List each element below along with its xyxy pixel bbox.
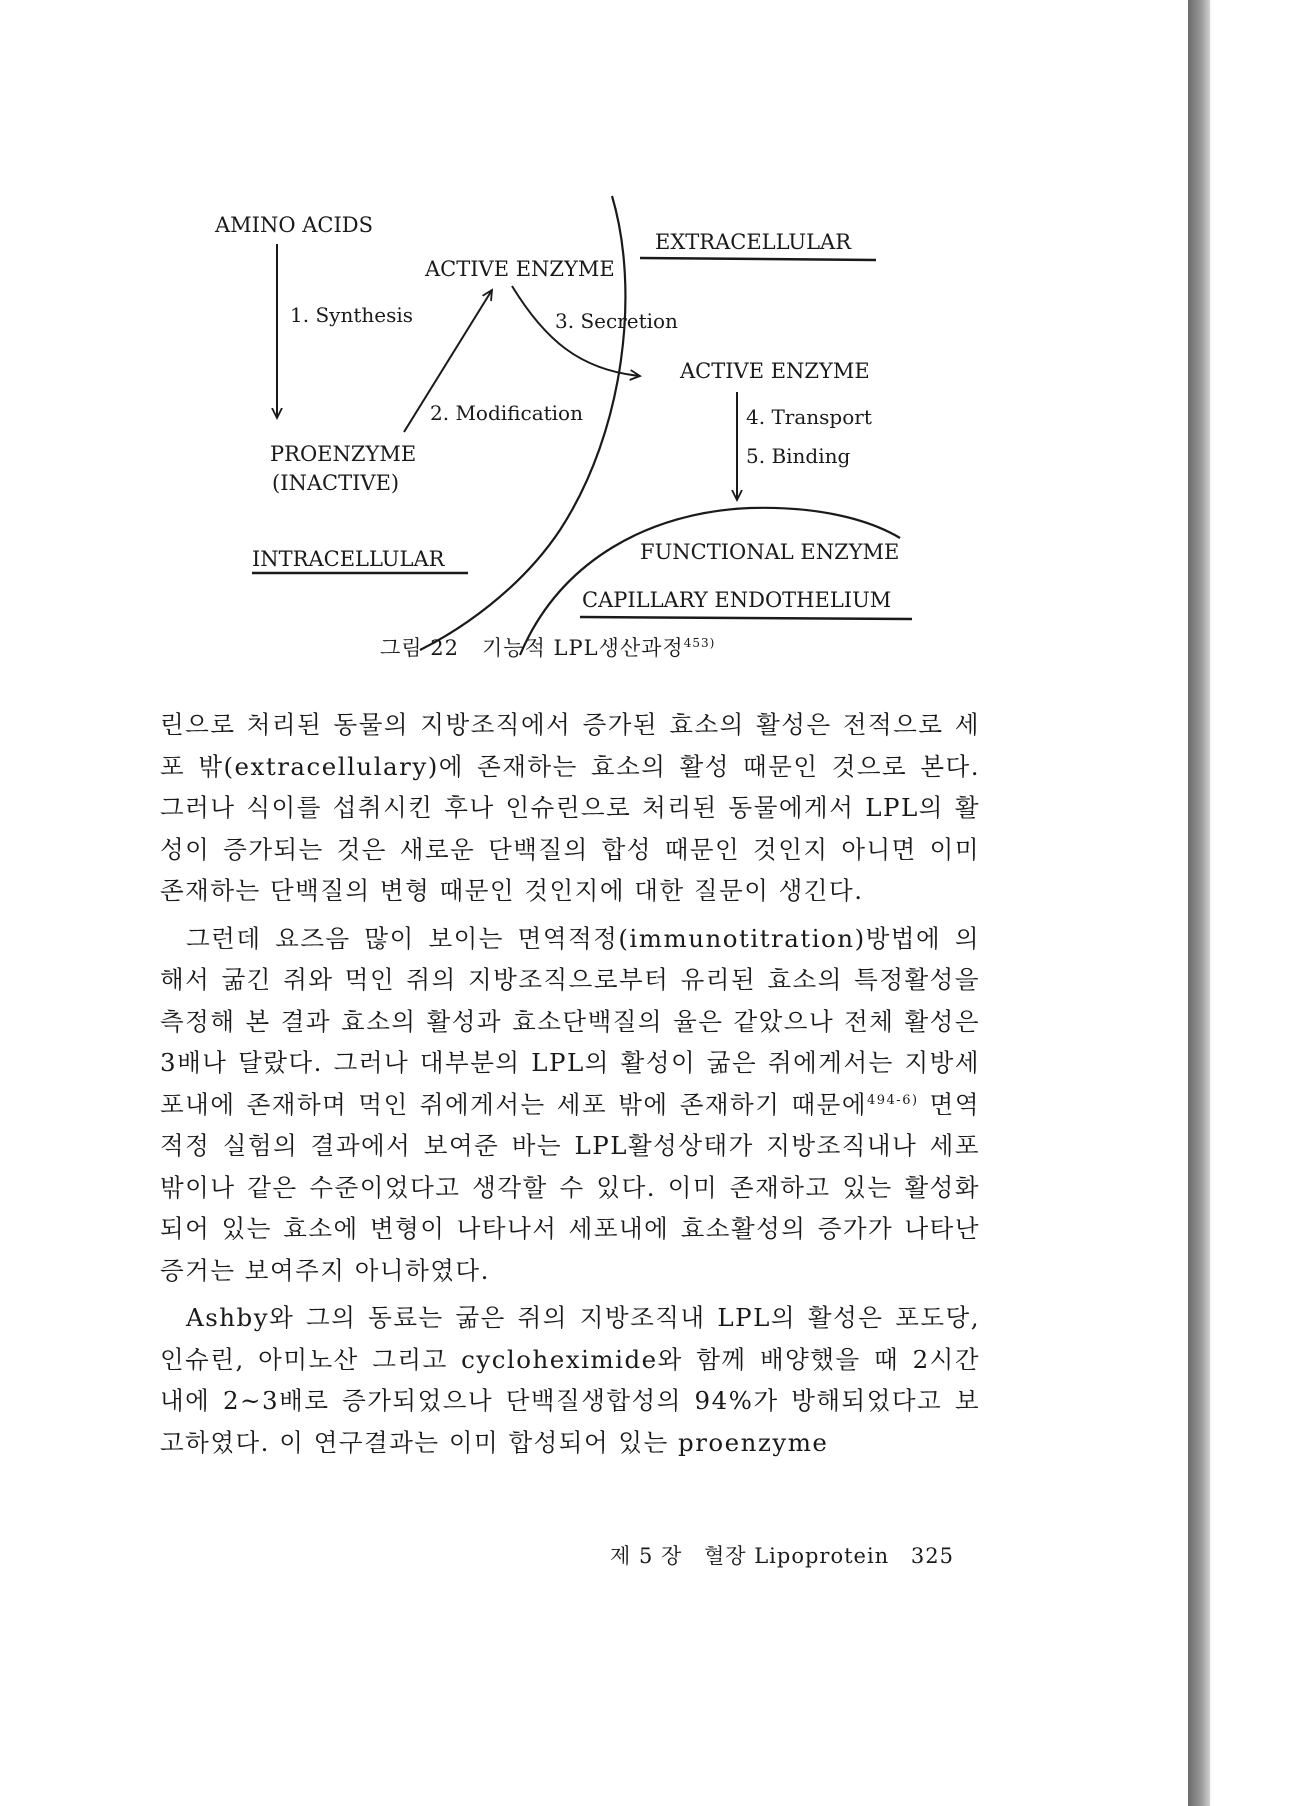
extracellular-label: EXTRACELLULAR [655,230,852,254]
footer-chapter: 제 5 장 [610,1544,683,1568]
proenzyme-label: PROENZYME [270,442,417,466]
figure-title: 기능적 LPL생산과정 [482,636,684,660]
active-enzyme-extracellular-label: ACTIVE ENZYME [680,359,870,383]
running-footer [610,1540,1010,1570]
capillary-endothelium-label: CAPILLARY ENDOTHELIUM [582,588,892,612]
page-number: 325 [910,1544,954,1568]
intracellular-label: INTRACELLULAR [252,547,445,571]
step-binding-label: 5. Binding [746,444,851,468]
active-enzyme-intracellular-label: ACTIVE ENZYME [425,257,615,281]
figure-caption [380,632,880,662]
step-modification-label: 2. Modification [430,401,583,425]
step-transport-label: 4. Transport [746,405,872,429]
paragraph-3: Ashby와 그의 동료는 굶은 쥐의 지방조직내 LPL의 활성은 포도당, 인슈린, 아미노산 그리고 cycloheximide와 함께 배양했을 때 2시간 내에 2~3배로 증가되었으나 단백질생합성의 94%가 방해되었다고 보고하였다. 이 연구결과는 이미 합성되어 있는 proenzyme [160,1303,980,1457]
step-synthesis-label: 1. Synthesis [290,303,413,327]
capillary-underline [580,617,912,619]
inactive-label: (INACTIVE) [272,471,400,495]
paragraph-2-part-a: 그런데 요즈음 많이 보이는 면역적정(immunotitration)방법에 의해서 굶긴 쥐와 먹인 쥐의 지방조직으로부터 유리된 효소의 특정활성을 측정해 본 결과 효소의 활성과 효소단백질의 율은 같았으나 전체 활성은 3배나 달랐다. 그러나 대부분의 LPL의 활성이 굶은 쥐에게서는 지방세포내에 존재하며 먹인 쥐에게서는 세포 밖에 존재하기 때문에 [160,923,980,1119]
paragraph-2-part-b: 면역적정 실험의 결과에서 보여준 바는 LPL활성상태가 지방조직내나 세포 밖이나 같은 수준이었다고 생각할 수 있다. 이미 존재하고 있는 활성화되어 있는 효소에 변형이 나타나서 세포내에 효소활성의 증가가 나타난 증거는 보여주지 아니하였다. [160,1089,980,1285]
amino-acids-label: AMINO ACIDS [215,213,373,237]
figure-number: 그림 22 [380,636,459,660]
functional-enzyme-label: FUNCTIONAL ENZYME [640,540,900,564]
body-text [160,704,980,1469]
extracellular-underline [640,258,876,260]
paragraph-2 [160,918,980,1292]
step-secretion-label: 3. Secretion [555,309,678,333]
paragraph-2-reference: 494-6) [866,1092,919,1108]
figure-reference: 453) [683,636,716,650]
footer-title: 혈장 Lipoprotein [703,1544,890,1568]
lpl-production-diagram [0,0,1202,700]
paragraph-1: 린으로 처리된 동물의 지방조직에서 증가된 효소의 활성은 전적으로 세포 밖(extracellulary)에 존재하는 효소의 활성 때문인 것으로 본다. 그러나 식이를 섭취시킨 후나 인슈린으로 처리된 동물에게서 LPL의 활성이 증가되는 것은 새로운 단백질의 합성 때문인 것인지 아니면 이미 존재하는 단백질의 변형 때문인 것인지에 대한 질문이 생긴다. [160,710,980,905]
